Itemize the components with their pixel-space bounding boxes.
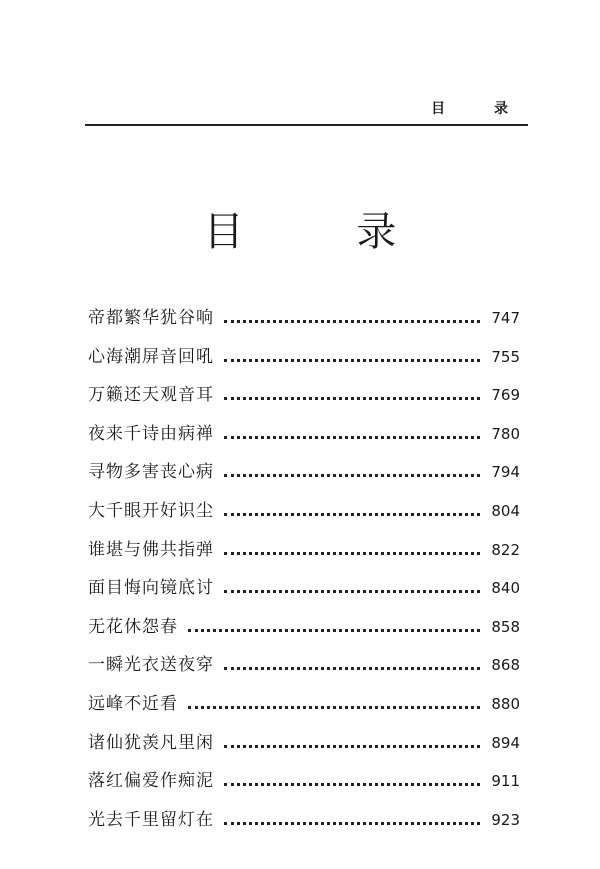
toc-page-number: 755: [491, 347, 520, 366]
toc-page-number: 769: [491, 386, 520, 405]
dot-leader: [224, 667, 480, 670]
header-rule: [85, 124, 528, 126]
toc-page-number: 747: [491, 309, 520, 327]
toc-entry-title: 寻物多害丧心病: [88, 462, 214, 483]
toc-entry-title: 无花休怨春: [88, 616, 178, 637]
toc-entry: [88, 457, 520, 496]
toc-entry-title: 万籁还天观音耳: [88, 385, 214, 406]
toc-page-number: 868: [491, 656, 520, 675]
dot-leader: [188, 629, 480, 632]
toc-entry-title: 远峰不近看: [88, 693, 178, 714]
toc-page-number: 894: [491, 733, 520, 752]
toc-entry: [88, 303, 520, 342]
toc-entry-title: 光去千里留灯在: [88, 809, 214, 830]
toc-entry-title: 帝都繁华犹谷响: [88, 308, 214, 328]
toc-entry: [88, 496, 520, 535]
toc-list: [88, 303, 520, 843]
toc-entry: [88, 689, 520, 728]
toc-entry: [88, 380, 520, 419]
dot-leader: [224, 320, 480, 323]
toc-page-number: 780: [491, 424, 520, 443]
toc-page-number: 858: [491, 617, 520, 636]
toc-entry: [88, 535, 520, 574]
dot-leader: [224, 397, 480, 400]
toc-page-number: 840: [491, 579, 520, 598]
toc-entry: [88, 612, 520, 651]
toc-entry-title: 谁堪与佛共指弹: [88, 539, 214, 560]
dot-leader: [224, 745, 480, 748]
toc-page-number: 804: [491, 501, 520, 520]
dot-leader: [224, 474, 480, 477]
toc-page-number: 923: [491, 810, 520, 829]
toc-entry: [88, 650, 520, 689]
dot-leader: [188, 706, 480, 709]
toc-entry-title: 落红偏爱作痴泥: [88, 771, 214, 792]
toc-entry: [88, 342, 520, 381]
toc-entry: [88, 805, 520, 844]
running-header: 目 录: [431, 101, 530, 117]
dot-leader: [224, 436, 480, 439]
dot-leader: [224, 783, 480, 786]
toc-page-number: 911: [491, 772, 520, 791]
toc-entry-title: 面目悔向镜底讨: [88, 578, 214, 599]
toc-entry-title: 大千眼开好识尘: [88, 500, 214, 521]
toc-entry-title: 夜来千诗由病禅: [88, 423, 214, 444]
toc-entry-title: 诸仙犹羡凡里闲: [88, 732, 214, 753]
toc-page-number: 880: [491, 694, 520, 713]
dot-leader: [224, 590, 480, 593]
toc-entry: [88, 573, 520, 612]
dot-leader: [224, 552, 480, 555]
toc-entry-title: 心海潮屏音回吼: [88, 346, 214, 367]
dot-leader: [224, 359, 480, 362]
toc-page-number: 794: [491, 463, 520, 482]
toc-entry-title: 一瞬光衣送夜穿: [88, 655, 214, 676]
dot-leader: [224, 822, 480, 825]
toc-entry: [88, 766, 520, 805]
toc-page-number: 822: [491, 540, 520, 559]
dot-leader: [224, 513, 480, 516]
toc-entry: [88, 728, 520, 767]
toc-title: 目 录: [203, 209, 447, 255]
toc-entry: [88, 419, 520, 458]
